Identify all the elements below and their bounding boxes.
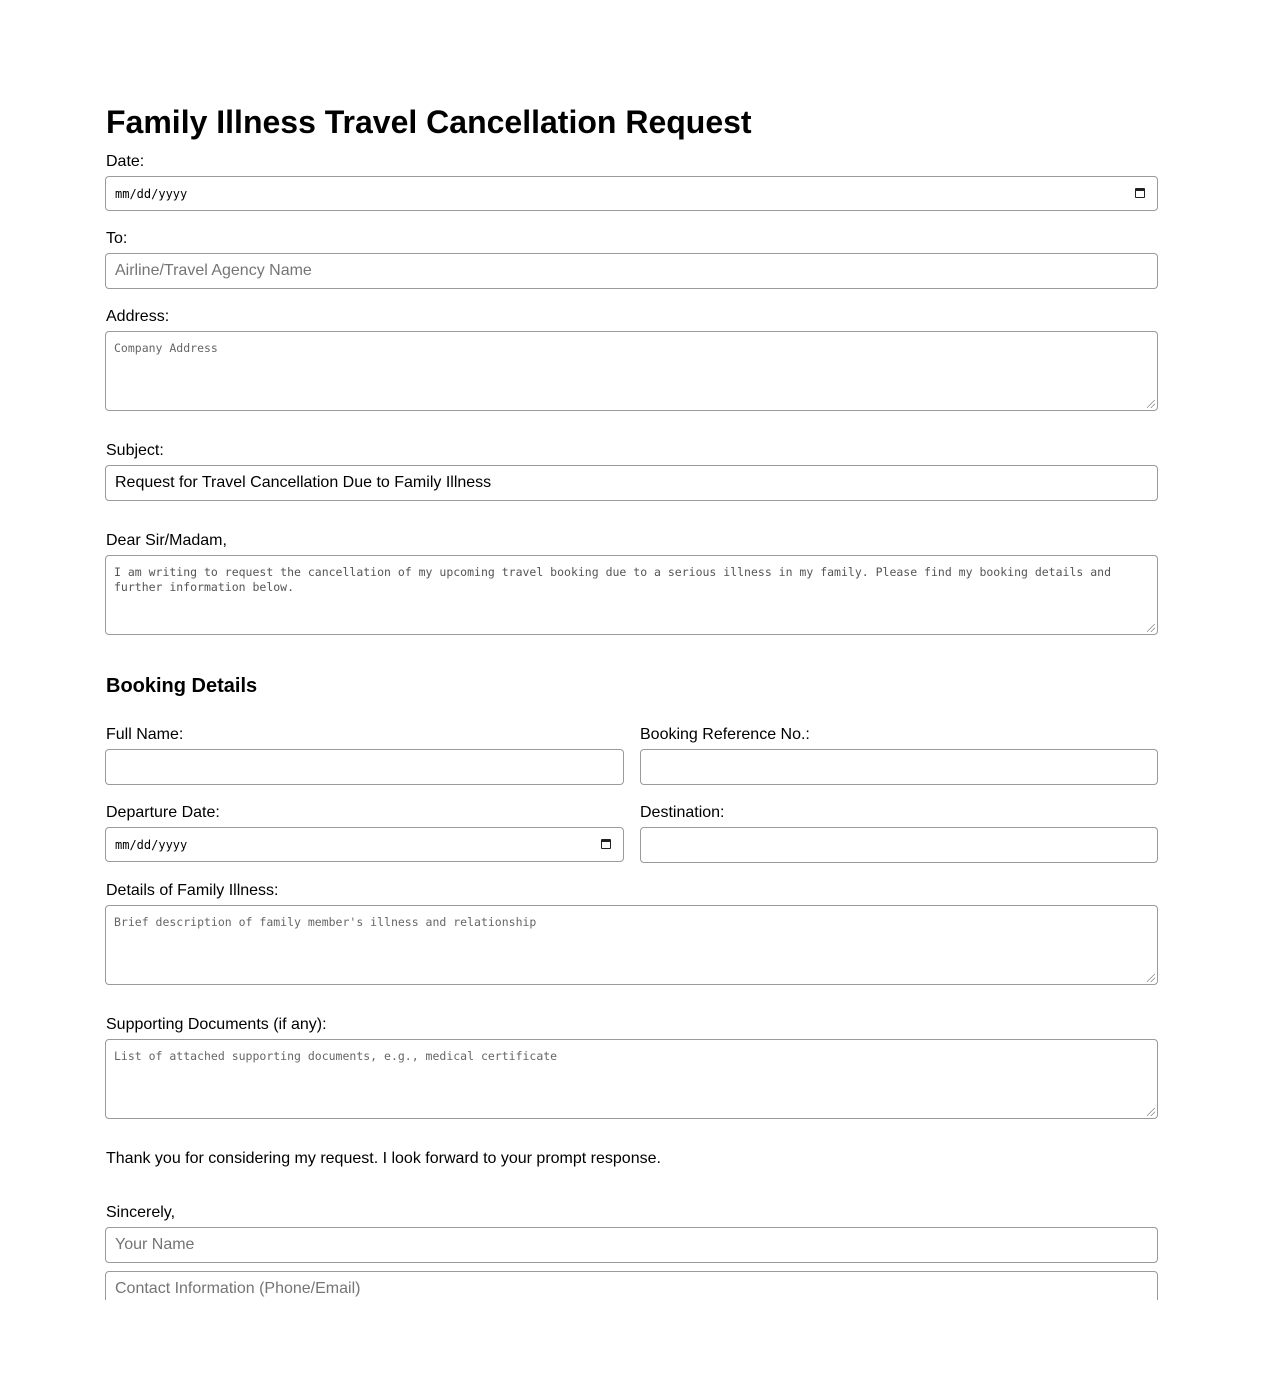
page-title: Family Illness Travel Cancellation Request: [106, 104, 752, 140]
to-label: To:: [106, 230, 128, 247]
booking-details-heading: Booking Details: [106, 675, 258, 697]
booking-reference-input[interactable]: [640, 749, 1158, 785]
supporting-documents-label: Supporting Documents (if any):: [106, 1016, 327, 1033]
destination-input[interactable]: [640, 827, 1158, 863]
resize-grip-icon[interactable]: [1147, 1108, 1155, 1116]
departure-date-input[interactable]: [105, 827, 624, 862]
subject-input[interactable]: Request for Travel Cancellation Due to Family Illness: [105, 465, 1158, 501]
departure-date-placeholder: mm/dd/yyyy: [115, 838, 188, 852]
booking-reference-label: Booking Reference No.:: [640, 726, 810, 743]
sincerely-label: Sincerely,: [106, 1204, 176, 1221]
resize-grip-icon[interactable]: [1147, 974, 1155, 982]
illness-details-label: Details of Family Illness:: [106, 882, 279, 899]
your-name-input[interactable]: Your Name: [105, 1227, 1158, 1263]
date-placeholder: mm/dd/yyyy: [115, 187, 188, 201]
contact-info-input[interactable]: Contact Information (Phone/Email): [105, 1271, 1158, 1300]
calendar-icon[interactable]: [1135, 188, 1145, 198]
illness-details-placeholder: Brief description of family member's illness and relationship: [114, 915, 537, 929]
address-placeholder: Company Address: [114, 341, 218, 355]
resize-grip-icon[interactable]: [1147, 624, 1155, 632]
address-label: Address:: [106, 308, 170, 325]
destination-label: Destination:: [640, 804, 725, 821]
address-textarea[interactable]: [105, 331, 1158, 411]
closing-thanks: Thank you for considering my request. I look forward to your prompt response.: [106, 1150, 661, 1167]
supporting-documents-textarea[interactable]: [105, 1039, 1158, 1119]
intro-text: I am writing to request the cancellation of my upcoming travel booking due to a serious illness in my family. Please find my booking details and further information below.: [114, 565, 1111, 594]
illness-details-textarea[interactable]: [105, 905, 1158, 985]
date-label: Date:: [106, 153, 145, 170]
resize-grip-icon[interactable]: [1147, 400, 1155, 408]
salutation-label: Dear Sir/Madam,: [106, 532, 227, 549]
date-input[interactable]: [105, 176, 1158, 211]
intro-textarea[interactable]: [105, 555, 1158, 635]
full-name-label: Full Name:: [106, 726, 184, 743]
subject-label: Subject:: [106, 442, 164, 459]
to-input[interactable]: Airline/Travel Agency Name: [105, 253, 1158, 289]
supporting-documents-placeholder: List of attached supporting documents, e.g., medical certificate: [114, 1049, 558, 1063]
full-name-input[interactable]: [105, 749, 624, 785]
calendar-icon[interactable]: [601, 839, 611, 849]
departure-date-label: Departure Date:: [106, 804, 220, 821]
